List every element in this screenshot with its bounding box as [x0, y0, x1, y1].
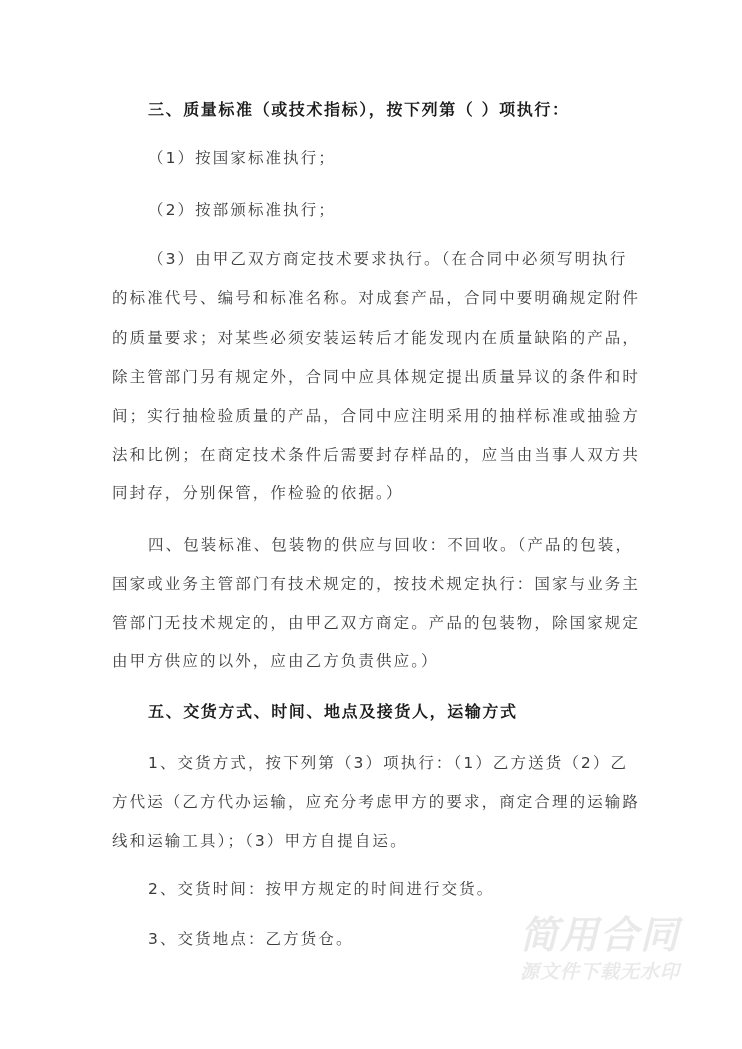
clause-5-1-line-2: 方代运（乙方代办运输，应充分考虑甲方的要求，商定合理的运输路 [112, 793, 641, 811]
clause-3-3-line-3: 的质量要求；对某些必须安装运转后才能发现内在质量缺陷的产品， [112, 329, 641, 347]
clause-3-3-line-6: 法和比例；在商定技术条件后需要封存样品的，应当由当事人双方共 [112, 446, 641, 464]
section-4-line-3: 管部门无技术规定的，由甲乙双方商定。产品的包装物，除国家规定 [112, 614, 641, 632]
section-heading-3: 三、质量标准（或技术指标），按下列第（ ）项执行： [148, 100, 570, 119]
section-heading-5: 五、交货方式、时间、地点及接货人，运输方式 [148, 702, 518, 721]
clause-5-1-line-1: 1、交货方式，按下列第（3）项执行：（1）乙方送货（2）乙 [148, 754, 629, 772]
clause-5-3: 3、交货地点：乙方货仓。 [148, 930, 354, 948]
clause-3-3-line-2: 的标准代号、编号和标准名称。对成套产品，合同中要明确规定附件 [112, 289, 641, 307]
watermark [510, 912, 690, 986]
clause-3-3-line-4: 除主管部门另有规定外，合同中应具体规定提出质量异议的条件和时 [112, 368, 641, 386]
section-4-line-4: 由甲方供应的以外，应由乙方负责供应。） [112, 652, 439, 670]
watermark-subtitle: 源文件下载无水印 [519, 961, 680, 983]
clause-5-2: 2、交货时间：按甲方规定的时间进行交货。 [148, 880, 495, 898]
watermark-title: 简用合同 [519, 913, 680, 957]
section-4-line-2: 国家或业务主管部门有技术规定的，按技术规定执行：国家与业务主 [112, 575, 641, 593]
clause-3-3-line-5: 间；实行抽检验质量的产品，合同中应注明采用的抽样标准或抽验方 [112, 407, 641, 425]
clause-3-3-line-7: 同封存，分别保管，作检验的依据。） [112, 484, 404, 502]
clause-3-1: （1）按国家标准执行； [148, 149, 336, 167]
section-4-line-1: 四、包装标准、包装物的供应与回收：不回收。（产品的包装， [148, 536, 634, 554]
clause-5-1-line-3: 线和运输工具）；（3）甲方自提自运。 [112, 832, 408, 850]
clause-3-2: （2）按部颁标准执行； [148, 201, 336, 219]
clause-3-3-line-1: （3）由甲乙双方商定技术要求执行。（在合同中必须写明执行 [148, 250, 628, 268]
